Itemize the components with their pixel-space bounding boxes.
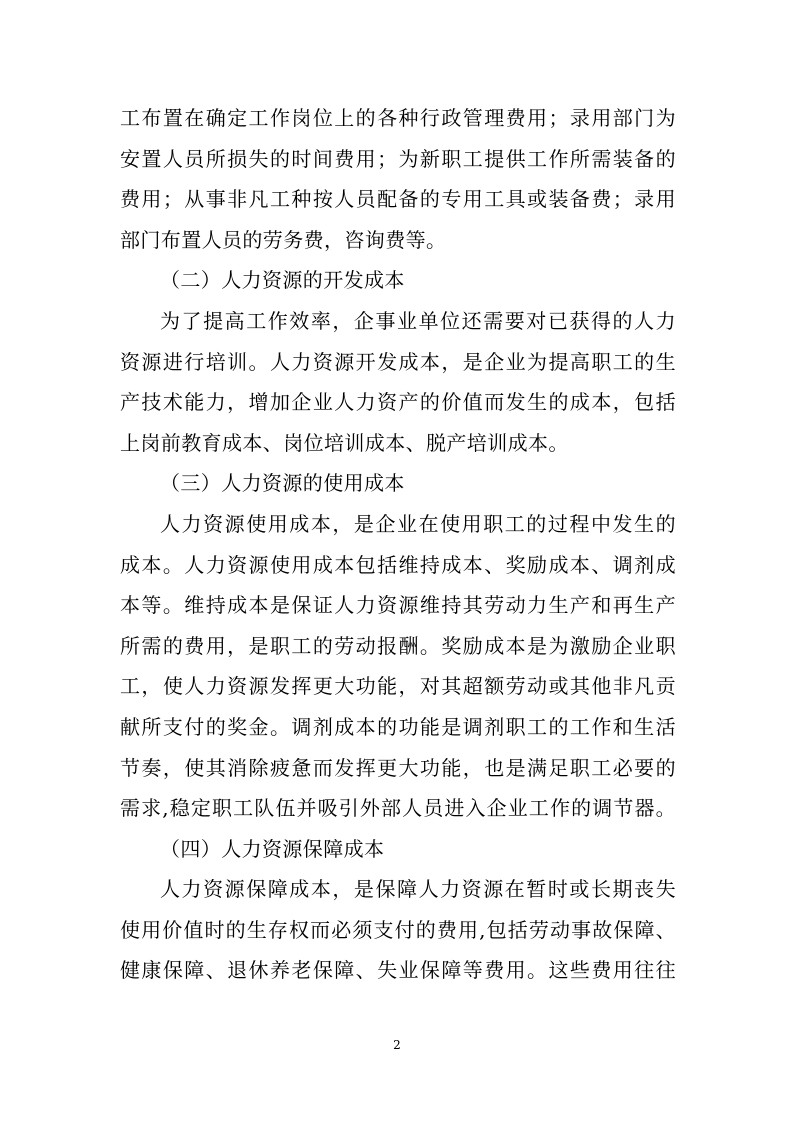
body-line: 为了提高工作效率，企事业单位还需要对已获得的人力 — [160, 308, 676, 333]
body-line: 产技术能力，增加企业人力资产的价值而发生的成本，包括 — [120, 390, 676, 415]
body-line: 安置人员所损失的时间费用；为新职工提供工作所需装备的 — [120, 146, 676, 171]
body-line: 使用价值时的生存权而必须支付的费用,包括劳动事故保障、 — [120, 917, 676, 942]
section-heading-development-cost: （二）人力资源的开发成本 — [160, 268, 405, 293]
document-body — [120, 98, 676, 991]
body-line: 工布置在确定工作岗位上的各种行政管理费用；录用部门为 — [120, 106, 676, 130]
body-line: 上岗前教育成本、岗位培训成本、脱产培训成本。 — [120, 430, 569, 455]
body-line: 需求,稳定职工队伍并吸引外部人员进入企业工作的调节器。 — [120, 796, 676, 821]
body-line: 人力资源保障成本，是保障人力资源在暂时或长期丧失 — [160, 877, 676, 902]
body-line: 节奏，使其消除疲惫而发挥更大功能，也是满足职工必要的 — [120, 755, 676, 780]
body-line: 人力资源使用成本，是企业在使用职工的过程中发生的 — [160, 511, 676, 536]
body-line: 工，使人力资源发挥更大功能，对其超额劳动或其他非凡贡 — [120, 674, 676, 699]
body-line: 健康保障、退休养老保障、失业保障等费用。这些费用往往 — [120, 958, 676, 983]
page-number: 2 — [393, 1038, 401, 1052]
body-line: 成本。人力资源使用成本包括维持成本、奖励成本、调剂成 — [120, 552, 676, 577]
body-line: 本等。维持成本是保证人力资源维持其劳动力生产和再生产 — [120, 593, 676, 618]
section-heading-usage-cost: （三）人力资源的使用成本 — [160, 471, 405, 496]
body-line: 献所支付的奖金。调剂成本的功能是调剂职工的工作和生活 — [120, 714, 676, 739]
body-line: 所需的费用，是职工的劳动报酬。奖励成本是为激励企业职 — [120, 633, 676, 658]
body-line: 费用；从事非凡工种按人员配备的专用工具或装备费；录用 — [120, 187, 676, 212]
body-line: 部门布置人员的劳务费，咨询费等。 — [120, 227, 447, 252]
section-heading-security-cost: （四）人力资源保障成本 — [160, 836, 385, 861]
body-line: 资源进行培训。人力资源开发成本，是企业为提高职工的生 — [120, 349, 676, 374]
